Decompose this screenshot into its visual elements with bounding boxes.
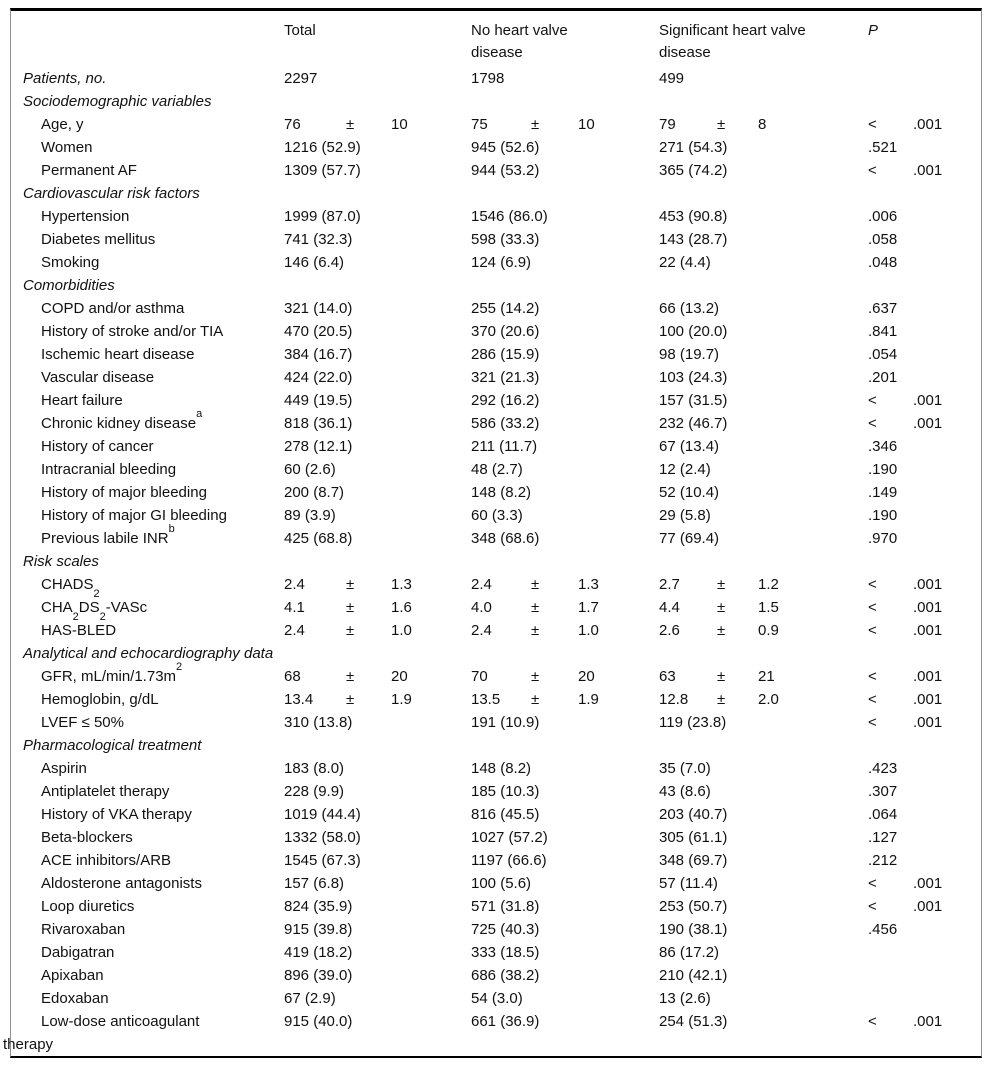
- table-row: [11, 872, 981, 895]
- count-percent-value: 598 (33.3): [471, 231, 540, 248]
- table-row: [11, 136, 981, 159]
- count-percent-value: 419 (18.2): [284, 944, 353, 961]
- table-row: [11, 596, 981, 623]
- row-label: Risk scales: [23, 553, 99, 570]
- sd-value: 20: [391, 668, 408, 685]
- count-percent-value: 203 (40.7): [659, 806, 728, 823]
- table-row: [11, 573, 981, 600]
- mean-value: 2.4: [471, 622, 492, 639]
- row-label: Hemoglobin, g/dL: [41, 691, 159, 708]
- mean-value: 76: [284, 116, 301, 133]
- row-label: Sociodemographic variables: [23, 93, 212, 110]
- row-label: Patients, no.: [23, 70, 107, 87]
- p-less-than-sign: <: [868, 875, 877, 892]
- table-row: [11, 366, 981, 389]
- count-percent-value: 292 (16.2): [471, 392, 540, 409]
- table-row: [11, 182, 981, 205]
- row-label: Aspirin: [41, 760, 87, 777]
- row-label: Permanent AF: [41, 162, 137, 179]
- p-value: .307: [868, 783, 898, 800]
- mean-value: 75: [471, 116, 488, 133]
- count-percent-value: 43 (8.6): [659, 783, 711, 800]
- p-value: .127: [868, 829, 898, 846]
- table-body: [3, 67, 981, 1056]
- count-percent-value: 915 (39.8): [284, 921, 353, 938]
- count-percent-value: 60 (2.6): [284, 461, 336, 478]
- count-percent-value: 499: [659, 70, 685, 87]
- row-label: Aldosterone antagonists: [41, 875, 202, 892]
- row-label: Loop diuretics: [41, 898, 135, 915]
- plus-minus-sign: ±: [531, 116, 540, 133]
- row-label: Rivaroxaban: [41, 921, 126, 938]
- table-row: [11, 661, 981, 688]
- count-percent-value: 2297: [284, 70, 318, 87]
- p-less-than-sign: <: [868, 668, 877, 685]
- count-percent-value: 200 (8.7): [284, 484, 345, 501]
- p-value: .190: [868, 507, 898, 524]
- table-row: [11, 688, 981, 711]
- count-percent-value: 286 (15.9): [471, 346, 540, 363]
- p-less-than-sign: <: [868, 898, 877, 915]
- row-label: History of stroke and/or TIA: [41, 323, 224, 340]
- table-row: [11, 343, 981, 366]
- p-value: .970: [868, 530, 898, 547]
- p-value: .001: [913, 714, 943, 731]
- p-value: .058: [868, 231, 898, 248]
- table-row: [11, 389, 981, 412]
- sd-value: 1.0: [578, 622, 599, 639]
- column-header-p: P: [868, 22, 879, 39]
- p-less-than-sign: <: [868, 576, 877, 593]
- plus-minus-sign: ±: [346, 691, 355, 708]
- row-label: Analytical and echocardiography data: [23, 645, 274, 662]
- count-percent-value: 57 (11.4): [659, 875, 718, 892]
- count-percent-value: 305 (61.1): [659, 829, 728, 846]
- row-label: Chronic kidney disease$^a$: [41, 408, 203, 432]
- row-label: History of cancer: [41, 438, 154, 455]
- table-row: [11, 481, 981, 504]
- plus-minus-sign: ±: [717, 668, 726, 685]
- row-label: Age, y: [41, 116, 84, 133]
- count-percent-value: 232 (46.7): [659, 415, 728, 432]
- table-row: [11, 435, 981, 458]
- p-value: .001: [913, 898, 943, 915]
- mean-value: 70: [471, 668, 488, 685]
- sd-value: 21: [758, 668, 775, 685]
- plus-minus-sign: ±: [346, 622, 355, 639]
- row-label: Diabetes mellitus: [41, 231, 156, 248]
- p-value: .346: [868, 438, 898, 455]
- table-row: [11, 642, 981, 665]
- p-less-than-sign: <: [868, 415, 877, 432]
- mean-value: 4.4: [659, 599, 680, 616]
- count-percent-value: 191 (10.9): [471, 714, 540, 731]
- p-value: .423: [868, 760, 898, 777]
- count-percent-value: 183 (8.0): [284, 760, 345, 777]
- p-value: .001: [913, 622, 943, 639]
- row-label: Pharmacological treatment: [23, 737, 202, 754]
- count-percent-value: 449 (19.5): [284, 392, 353, 409]
- p-less-than-sign: <: [868, 599, 877, 616]
- mean-value: 79: [659, 116, 676, 133]
- count-percent-value: 124 (6.9): [471, 254, 532, 271]
- count-percent-value: 228 (9.9): [284, 783, 345, 800]
- table-row: [11, 408, 981, 435]
- count-percent-value: 470 (20.5): [284, 323, 353, 340]
- row-label: Beta-blockers: [41, 829, 133, 846]
- count-percent-value: 686 (38.2): [471, 967, 540, 984]
- table-row: [11, 113, 981, 136]
- table-row: [11, 803, 981, 826]
- p-value: .212: [868, 852, 898, 869]
- p-value: .001: [913, 599, 943, 616]
- count-percent-value: 67 (2.9): [284, 990, 336, 1007]
- row-label: HAS-BLED: [41, 622, 117, 639]
- plus-minus-sign: ±: [531, 576, 540, 593]
- count-percent-value: 661 (36.9): [471, 1013, 540, 1030]
- baseline-characteristics-table: [3, 8, 982, 1058]
- mean-value: 2.7: [659, 576, 680, 593]
- p-value: .001: [913, 415, 943, 432]
- count-percent-value: 333 (18.5): [471, 944, 540, 961]
- row-label: Hypertension: [41, 208, 130, 225]
- count-percent-value: 425 (68.8): [284, 530, 353, 547]
- p-value: .637: [868, 300, 898, 317]
- count-percent-value: 13 (2.6): [659, 990, 711, 1007]
- mean-value: 4.0: [471, 599, 492, 616]
- p-value: .001: [913, 392, 943, 409]
- row-label: ACE inhibitors/ARB: [41, 852, 172, 869]
- count-percent-value: 1332 (58.0): [284, 829, 361, 846]
- plus-minus-sign: ±: [346, 599, 355, 616]
- row-label: Cardiovascular risk factors: [23, 185, 200, 202]
- sd-value: 1.2: [758, 576, 779, 593]
- row-label: Previous labile INR$^b$: [41, 523, 175, 547]
- count-percent-value: 48 (2.7): [471, 461, 523, 478]
- count-percent-value: 148 (8.2): [471, 484, 532, 501]
- count-percent-value: 210 (42.1): [659, 967, 728, 984]
- p-less-than-sign: <: [868, 1013, 877, 1030]
- row-label: History of major GI bleeding: [41, 507, 227, 524]
- row-label: Intracranial bleeding: [41, 461, 177, 478]
- row-label: Heart failure: [41, 392, 123, 409]
- table-row: [11, 941, 981, 964]
- p-value: .201: [868, 369, 898, 386]
- table-row: [11, 90, 981, 113]
- sd-value: 10: [391, 116, 408, 133]
- p-less-than-sign: <: [868, 622, 877, 639]
- table-row: [11, 274, 981, 297]
- plus-minus-sign: ±: [531, 599, 540, 616]
- p-value: .064: [868, 806, 898, 823]
- count-percent-value: 818 (36.1): [284, 415, 353, 432]
- table-row: [11, 251, 981, 274]
- count-percent-value: 77 (69.4): [659, 530, 720, 547]
- sd-value: 0.9: [758, 622, 779, 639]
- count-percent-value: 255 (14.2): [471, 300, 540, 317]
- table-row: [11, 826, 981, 849]
- count-percent-value: 1546 (86.0): [471, 208, 548, 225]
- count-percent-value: 915 (40.0): [284, 1013, 353, 1030]
- count-percent-value: 1197 (66.6): [471, 852, 547, 869]
- count-percent-value: 60 (3.3): [471, 507, 523, 524]
- count-percent-value: 12 (2.4): [659, 461, 711, 478]
- count-percent-value: 185 (10.3): [471, 783, 540, 800]
- sd-value: 20: [578, 668, 595, 685]
- p-value: .190: [868, 461, 898, 478]
- table-row: [11, 504, 981, 527]
- count-percent-value: 89 (3.9): [284, 507, 336, 524]
- p-value: .001: [913, 875, 943, 892]
- count-percent-value: 253 (50.7): [659, 898, 728, 915]
- count-percent-value: 143 (28.7): [659, 231, 728, 248]
- p-value: .521: [868, 139, 898, 156]
- p-value: .006: [868, 208, 898, 225]
- p-less-than-sign: <: [868, 162, 877, 179]
- count-percent-value: 22 (4.4): [659, 254, 711, 271]
- count-percent-value: 571 (31.8): [471, 898, 540, 915]
- plus-minus-sign: ±: [531, 622, 540, 639]
- table-row: [11, 780, 981, 803]
- count-percent-value: 424 (22.0): [284, 369, 353, 386]
- p-value: .456: [868, 921, 898, 938]
- p-value: .001: [913, 116, 943, 133]
- row-label: Ischemic heart disease: [41, 346, 195, 363]
- sd-value: 1.5: [758, 599, 779, 616]
- table-row: [11, 918, 981, 941]
- count-percent-value: 945 (52.6): [471, 139, 540, 156]
- count-percent-value: 384 (16.7): [284, 346, 353, 363]
- table-row: [11, 757, 981, 780]
- count-percent-value: 86 (17.2): [659, 944, 720, 961]
- count-percent-value: 1798: [471, 70, 505, 87]
- plus-minus-sign: ±: [717, 116, 726, 133]
- count-percent-value: 52 (10.4): [659, 484, 720, 501]
- sd-value: 10: [578, 116, 595, 133]
- count-percent-value: 1545 (67.3): [284, 852, 361, 869]
- p-less-than-sign: <: [868, 714, 877, 731]
- table-row: [11, 320, 981, 343]
- sd-value: 1.9: [391, 691, 412, 708]
- count-percent-value: 67 (13.4): [659, 438, 720, 455]
- count-percent-value: 146 (6.4): [284, 254, 345, 271]
- count-percent-value: 816 (45.5): [471, 806, 540, 823]
- plus-minus-sign: ±: [346, 116, 355, 133]
- count-percent-value: 1309 (57.7): [284, 162, 361, 179]
- sd-value: 1.7: [578, 599, 599, 616]
- p-value: .841: [868, 323, 898, 340]
- count-percent-value: 741 (32.3): [284, 231, 353, 248]
- count-percent-value: 725 (40.3): [471, 921, 540, 938]
- count-percent-value: 348 (69.7): [659, 852, 728, 869]
- row-label: Low-dose anticoagulant therapy: [3, 1013, 200, 1053]
- sd-value: 1.9: [578, 691, 599, 708]
- count-percent-value: 100 (20.0): [659, 323, 728, 340]
- table-row: [11, 67, 981, 90]
- sd-value: 2.0: [758, 691, 779, 708]
- count-percent-value: 29 (5.8): [659, 507, 711, 524]
- row-label: History of major bleeding: [41, 484, 207, 501]
- p-value: .048: [868, 254, 898, 271]
- table-row: [11, 849, 981, 872]
- mean-value: 13.5: [471, 691, 501, 708]
- count-percent-value: 66 (13.2): [659, 300, 720, 317]
- row-label: GFR, $mL/\min/1.73m^2$: [41, 661, 183, 685]
- row-label: Edoxaban: [41, 990, 109, 1007]
- p-value: .149: [868, 484, 898, 501]
- count-percent-value: 157 (31.5): [659, 392, 728, 409]
- count-percent-value: 1027 (57.2): [471, 829, 548, 846]
- count-percent-value: 190 (38.1): [659, 921, 728, 938]
- table-row: [11, 987, 981, 1010]
- count-percent-value: 54 (3.0): [471, 990, 523, 1007]
- column-header-total: Total: [284, 22, 316, 39]
- plus-minus-sign: ±: [346, 576, 355, 593]
- count-percent-value: 148 (8.2): [471, 760, 532, 777]
- column-header-sig-hvd: Significant heart valve disease: [659, 22, 806, 61]
- table-row: [11, 619, 981, 642]
- count-percent-value: 348 (68.6): [471, 530, 540, 547]
- table-row: [3, 1010, 981, 1056]
- table-row: [11, 297, 981, 320]
- table-row: [11, 228, 981, 251]
- count-percent-value: 119 (23.8): [659, 714, 727, 731]
- count-percent-value: 370 (20.6): [471, 323, 540, 340]
- count-percent-value: 271 (54.3): [659, 139, 728, 156]
- row-label: Smoking: [41, 254, 100, 271]
- mean-value: 2.4: [284, 622, 305, 639]
- count-percent-value: 103 (24.3): [659, 369, 728, 386]
- row-label: Comorbidities: [23, 277, 115, 294]
- plus-minus-sign: ±: [717, 576, 726, 593]
- count-percent-value: 35 (7.0): [659, 760, 711, 777]
- mean-value: 2.6: [659, 622, 680, 639]
- count-percent-value: 321 (14.0): [284, 300, 353, 317]
- plus-minus-sign: ±: [717, 622, 726, 639]
- row-label: LVEF ≤ 50%: [41, 714, 124, 731]
- count-percent-value: 100 (5.6): [471, 875, 532, 892]
- count-percent-value: 98 (19.7): [659, 346, 720, 363]
- sd-value: 1.0: [391, 622, 412, 639]
- mean-value: 2.4: [284, 576, 305, 593]
- plus-minus-sign: ±: [717, 599, 726, 616]
- table-row: [11, 895, 981, 918]
- row-label: Dabigatran: [41, 944, 115, 961]
- plus-minus-sign: ±: [346, 668, 355, 685]
- count-percent-value: 1019 (44.4): [284, 806, 361, 823]
- table-row: [11, 523, 981, 550]
- mean-value: 4.1: [284, 599, 305, 616]
- row-label: $CHA_2DS_2$-VASc: [41, 599, 148, 623]
- p-value: .001: [913, 668, 943, 685]
- plus-minus-sign: ±: [531, 691, 540, 708]
- mean-value: 13.4: [284, 691, 314, 708]
- count-percent-value: 1216 (52.9): [284, 139, 361, 156]
- row-label: $CHADS_2$: [41, 576, 100, 600]
- p-value: .001: [913, 576, 943, 593]
- count-percent-value: 824 (35.9): [284, 898, 353, 915]
- column-header-no-hvd: No heart valve disease: [471, 22, 568, 61]
- row-label: Women: [41, 139, 93, 156]
- p-less-than-sign: <: [868, 116, 877, 133]
- mean-value: 68: [284, 668, 301, 685]
- plus-minus-sign: ±: [717, 691, 726, 708]
- count-percent-value: 321 (21.3): [471, 369, 540, 386]
- plus-minus-sign: ±: [531, 668, 540, 685]
- count-percent-value: 586 (33.2): [471, 415, 540, 432]
- count-percent-value: 896 (39.0): [284, 967, 353, 984]
- table-row: [11, 964, 981, 987]
- table-row: [11, 734, 981, 757]
- row-label: History of VKA therapy: [41, 806, 192, 823]
- row-label: Apixaban: [41, 967, 104, 984]
- count-percent-value: 310 (13.8): [284, 714, 353, 731]
- p-less-than-sign: <: [868, 392, 877, 409]
- count-percent-value: 157 (6.8): [284, 875, 345, 892]
- sd-value: 1.3: [391, 576, 412, 593]
- count-percent-value: 278 (12.1): [284, 438, 353, 455]
- count-percent-value: 944 (53.2): [471, 162, 540, 179]
- table-row: [11, 205, 981, 228]
- p-value: .001: [913, 162, 943, 179]
- count-percent-value: 254 (51.3): [659, 1013, 728, 1030]
- row-label: Antiplatelet therapy: [41, 783, 170, 800]
- p-value: .001: [913, 691, 943, 708]
- table-row: [11, 711, 981, 734]
- p-value: .054: [868, 346, 898, 363]
- row-label: COPD and/or asthma: [41, 300, 185, 317]
- table-row: [11, 159, 981, 182]
- table-header-row: [11, 11, 981, 67]
- mean-value: 12.8: [659, 691, 689, 708]
- sd-value: 1.3: [578, 576, 599, 593]
- p-less-than-sign: <: [868, 691, 877, 708]
- p-value: .001: [913, 1013, 943, 1030]
- mean-value: 63: [659, 668, 676, 685]
- count-percent-value: 1999 (87.0): [284, 208, 361, 225]
- sd-value: 8: [758, 116, 767, 133]
- count-percent-value: 453 (90.8): [659, 208, 728, 225]
- sd-value: 1.6: [391, 599, 412, 616]
- row-label: Vascular disease: [41, 369, 155, 386]
- table-row: [11, 550, 981, 573]
- table-row: [11, 458, 981, 481]
- count-percent-value: 365 (74.2): [659, 162, 728, 179]
- count-percent-value: 211 (11.7): [471, 438, 538, 455]
- mean-value: 2.4: [471, 576, 492, 593]
